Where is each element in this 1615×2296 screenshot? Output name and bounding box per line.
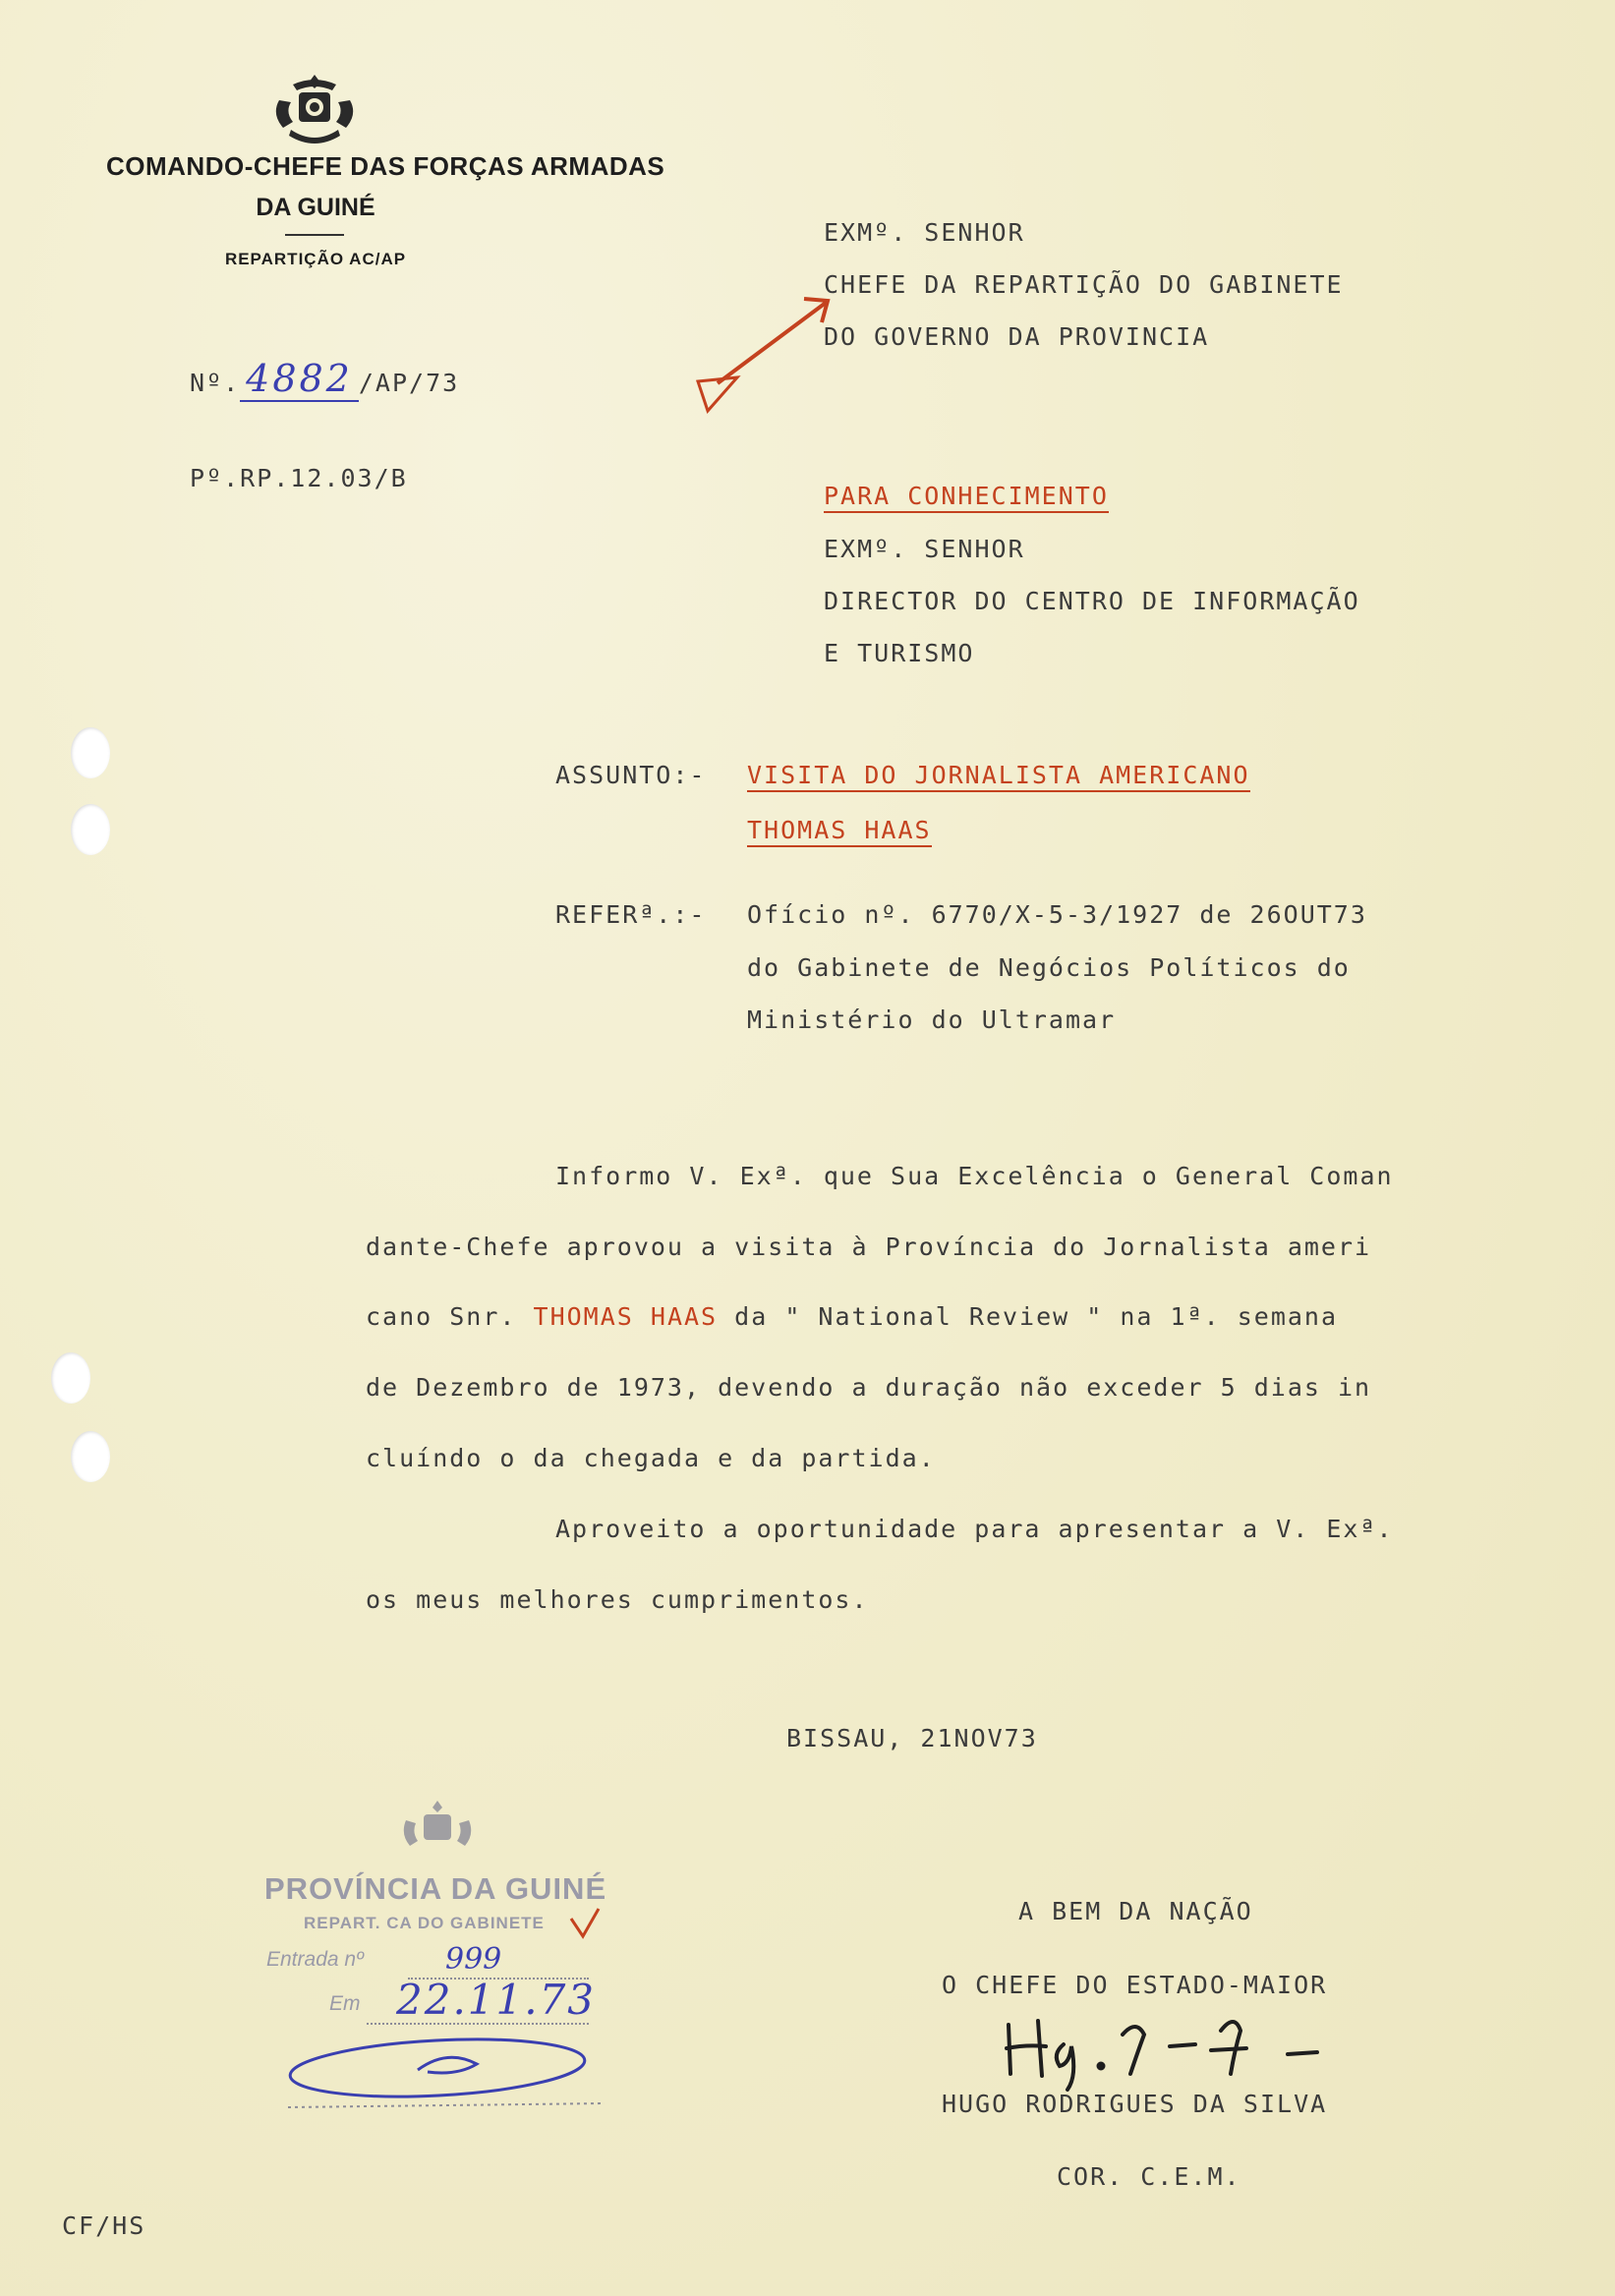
stamp-date-value: 22.11.73 xyxy=(396,1976,597,2024)
copy-to-heading-text: PARA CONHECIMENTO xyxy=(824,482,1109,513)
typist-initials: CF/HS xyxy=(62,2211,146,2240)
stamp-department: REPART. CA DO GABINETE xyxy=(304,1914,545,1932)
handwritten-signature xyxy=(1003,2005,1386,2094)
reference-line3: Ministério do Ultramar xyxy=(747,1005,1117,1034)
coat-of-arms-icon xyxy=(269,71,360,147)
subject-line1 xyxy=(747,761,1250,789)
punch-hole xyxy=(71,727,110,778)
reference-line2: do Gabinete de Negócios Políticos do xyxy=(747,953,1351,982)
punch-hole xyxy=(51,1352,90,1404)
copy-to-line3: E TURISMO xyxy=(824,639,975,667)
reference-line1: Ofício nº. 6770/X-5-3/1927 de 26OUT73 xyxy=(747,900,1367,929)
red-arrow-icon xyxy=(678,293,836,417)
body-line3-start: cano Snr. xyxy=(366,1302,517,1331)
subject-line2-text: THOMAS HAAS xyxy=(747,816,932,847)
command-title: COMANDO-CHEFE DAS FORÇAS ARMADAS xyxy=(106,151,665,181)
journalist-name: THOMAS HAAS xyxy=(533,1302,719,1331)
copy-to-line1: EXMº. SENHOR xyxy=(824,535,1025,563)
number-value: 4882 xyxy=(240,357,359,402)
signatory-rank: COR. C.E.M. xyxy=(1057,2162,1241,2191)
stamp-crest-icon xyxy=(398,1799,477,1858)
body-paragraph1-line2: dante-Chefe aprovou a visita à Província do Jornalista ameri xyxy=(366,1233,1372,1261)
signatory-name: HUGO RODRIGUES DA SILVA xyxy=(942,2090,1328,2118)
stamp-initials-icon xyxy=(280,2025,614,2113)
copy-to-line2: DIRECTOR DO CENTRO DE INFORMAÇÃO xyxy=(824,587,1360,615)
body-paragraph2-line2: os meus melhores cumprimentos. xyxy=(366,1585,869,1614)
body-paragraph1-line3 xyxy=(366,1302,1338,1331)
signatory-title: O CHEFE DO ESTADO-MAIOR xyxy=(942,1971,1328,1999)
addressee-line2: CHEFE DA REPARTIÇÃO DO GABINETE xyxy=(824,270,1344,299)
stamp-date-label: Em xyxy=(329,1992,361,2015)
subject-line1-text: VISITA DO JORNALISTA AMERICANO xyxy=(747,761,1250,792)
subject-label: ASSUNTO:- xyxy=(555,761,707,789)
number-suffix: /AP/73 xyxy=(358,369,460,397)
body-paragraph1-line5: cluíndo o da chegada e da partida. xyxy=(366,1444,936,1472)
header-divider xyxy=(285,234,344,236)
copy-to-heading xyxy=(824,482,1109,510)
body-paragraph1-line4: de Dezembro de 1973, devendo a duração não exceder 5 dias in xyxy=(366,1373,1372,1402)
reception-stamp xyxy=(260,1799,634,2123)
addressee-line1: EXMº. SENHOR xyxy=(824,218,1025,247)
command-subtitle: DA GUINÉ xyxy=(256,194,375,221)
stamp-entry-label: Entrada nº xyxy=(266,1948,364,1971)
stamp-check-icon xyxy=(567,1907,603,1940)
body-paragraph2-line1: Aproveito a oportunidade para apresentar a V. Exª. xyxy=(555,1515,1394,1543)
department-label: REPARTIÇÃO AC/AP xyxy=(224,250,407,268)
document-number xyxy=(190,357,459,400)
punch-hole xyxy=(71,1431,110,1482)
stamp-entry-value: 999 xyxy=(445,1942,502,1977)
body-paragraph1-line1: Informo V. Exª. que Sua Excelência o General Coman xyxy=(555,1162,1394,1190)
subject-line2 xyxy=(747,816,932,844)
closing-formula: A BEM DA NAÇÃO xyxy=(1018,1897,1253,1925)
body-line3-end: da " National Review " na 1ª. semana xyxy=(734,1302,1339,1331)
place-date: BISSAU, 21NOV73 xyxy=(786,1724,1038,1752)
punch-hole xyxy=(71,804,110,855)
stamp-title: PROVÍNCIA DA GUINÉ xyxy=(264,1871,607,1906)
process-reference: Pº.RP.12.03/B xyxy=(190,464,408,492)
reference-label: REFERª.:- xyxy=(555,900,707,929)
number-prefix: Nº. xyxy=(190,369,241,397)
addressee-line3: DO GOVERNO DA PROVINCIA xyxy=(824,322,1210,351)
